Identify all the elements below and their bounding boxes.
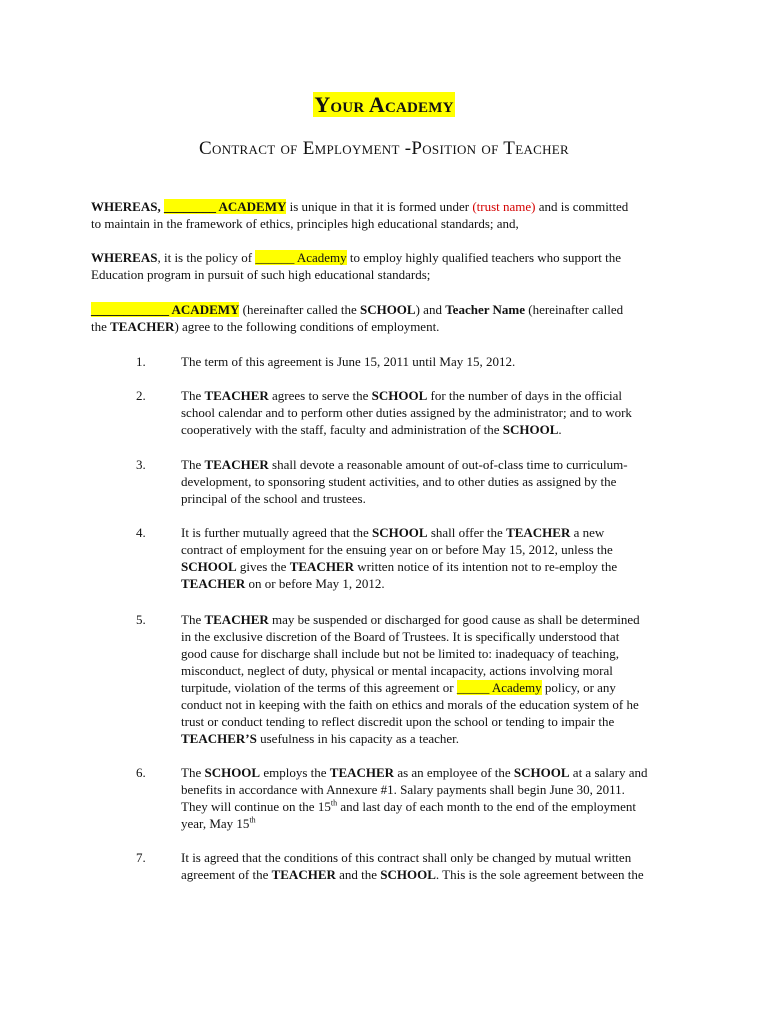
item-text <box>181 456 681 507</box>
school-term: SCHOOL <box>502 422 559 437</box>
item-text <box>181 387 681 438</box>
text-line: development, to sponsoring student activities, and to other duties as assigned by the <box>181 474 617 489</box>
text: ) agree to the following conditions of employment. <box>174 319 440 334</box>
text: (hereinafter called the <box>239 302 360 317</box>
academy-blank: ______ Academy <box>255 250 347 265</box>
text: gives the <box>236 559 290 574</box>
school-term: SCHOOL <box>371 388 428 403</box>
text: employs the <box>260 765 330 780</box>
teacher-term: TEACHER’S <box>181 731 257 746</box>
text: may be suspended or discharged for good cause as shall be determined <box>268 612 640 627</box>
teacher-term: TEACHER <box>271 867 336 882</box>
text: shall devote a reasonable amount of out-of-class time to curriculum- <box>268 457 628 472</box>
superscript: th <box>249 815 256 825</box>
whereas-label: WHEREAS, <box>91 199 161 214</box>
text: The <box>181 765 205 780</box>
text: The <box>181 612 205 627</box>
whereas-label: WHEREAS <box>91 250 158 265</box>
text: cooperatively with the staff, faculty and administration of the <box>181 422 503 437</box>
text-line: benefits in accordance with Annexure #1. Salary payments shall begin June 30, 2011. <box>181 782 625 797</box>
text-line: contract of employment for the ensuing year on or before May 15, 2012, unless the <box>181 542 613 557</box>
text: to employ highly qualified teachers who support the <box>346 250 622 265</box>
text: as an employee of the <box>394 765 514 780</box>
text: a new <box>570 525 605 540</box>
text: on or before May 1, 2012. <box>245 576 385 591</box>
text: agrees to serve the <box>268 388 372 403</box>
text: usefulness in his capacity as a teacher. <box>256 731 460 746</box>
text: is unique in that it is formed under <box>286 199 473 214</box>
title-highlight: Your Academy <box>314 92 454 117</box>
teacher-term: TEACHER <box>204 612 269 627</box>
text: shall offer the <box>427 525 507 540</box>
item-text <box>181 524 681 592</box>
text: The <box>181 388 205 403</box>
school-term: SCHOOL <box>371 525 428 540</box>
text-line: in the exclusive discretion of the Board of Trustees. It is specifically understood that <box>181 629 620 644</box>
text: agreement of the <box>181 867 272 882</box>
text: ) and <box>415 302 446 317</box>
text: and last day of each month to the end of the employment <box>337 799 636 814</box>
text: (hereinafter called <box>525 302 624 317</box>
item-number: 5. <box>136 612 146 627</box>
text-line: conduct not in keeping with the faith on ethics and morals of the education system of he <box>181 697 639 712</box>
teacher-term: TEACHER <box>204 457 269 472</box>
text: turpitude, violation of the terms of this agreement or <box>181 680 457 695</box>
text: for the number of days in the official <box>427 388 622 403</box>
text-line: Education program in pursuit of such high educational standards; <box>91 267 431 282</box>
school-term: SCHOOL <box>181 559 237 574</box>
item-text <box>181 764 681 832</box>
text-line: principal of the school and trustees. <box>181 491 366 506</box>
teacher-name-placeholder: Teacher Name <box>445 302 525 317</box>
text-line: misconduct, neglect of duty, physical or mental incapacity, actions involving moral <box>181 663 613 678</box>
item-text <box>181 849 681 883</box>
whereas-paragraph-2 <box>91 249 681 283</box>
text: at a salary and <box>569 765 648 780</box>
text: year, May 15 <box>181 816 250 831</box>
text: . <box>558 422 562 437</box>
item-number: 2. <box>136 388 146 403</box>
text: the <box>91 319 111 334</box>
teacher-term: TEACHER <box>110 319 175 334</box>
item-number: 3. <box>136 457 146 472</box>
text-line: It is agreed that the conditions of this contract shall only be changed by mutual written <box>181 850 632 865</box>
text: policy, or any <box>541 680 616 695</box>
text: They will continue on the 15 <box>181 799 331 814</box>
academy-blank: ________ ACADEMY <box>163 199 287 214</box>
teacher-term: TEACHER <box>204 388 269 403</box>
school-term: SCHOOL <box>359 302 416 317</box>
text: The <box>181 457 205 472</box>
text: , it is the policy of <box>157 250 256 265</box>
item-text: The term of this agreement is June 15, 2011 until May 15, 2012. <box>181 354 516 369</box>
teacher-term: TEACHER <box>181 576 246 591</box>
item-number: 6. <box>136 765 146 780</box>
trust-name-placeholder: (trust name) <box>472 199 536 214</box>
text: and is committed <box>535 199 629 214</box>
teacher-term: TEACHER <box>329 765 395 780</box>
teacher-term: TEACHER <box>506 525 571 540</box>
academy-blank: _____ Academy <box>456 680 542 695</box>
school-term: SCHOOL <box>204 765 261 780</box>
text-line: trust or conduct tending to reflect discredit upon the school or tending to impair the <box>181 714 615 729</box>
item-number: 1. <box>136 354 146 369</box>
academy-blank: ____________ ACADEMY <box>91 302 240 317</box>
item-number: 7. <box>136 850 146 865</box>
parties-paragraph <box>91 301 681 335</box>
text: and the <box>335 867 381 882</box>
text: written notice of its intention not to re-employ the <box>354 559 618 574</box>
text: . This is the sole agreement between the <box>435 867 644 882</box>
document-title <box>0 90 768 120</box>
text: It is further mutually agreed that the <box>181 525 372 540</box>
document-subtitle: Contract of Employment -Position of Teacher <box>198 138 570 159</box>
whereas-paragraph-1 <box>91 198 681 232</box>
school-term: SCHOOL <box>513 765 570 780</box>
item-text <box>181 611 681 747</box>
text-line: school calendar and to perform other duties assigned by the administrator; and to work <box>181 405 632 420</box>
text-line: good cause for discharge shall include but not be limited to: inadequacy of teaching, <box>181 646 620 661</box>
teacher-term: TEACHER <box>289 559 354 574</box>
item-number: 4. <box>136 525 146 540</box>
superscript: th <box>330 798 338 808</box>
text-line: to maintain in the framework of ethics, principles high educational standards; and, <box>91 216 519 231</box>
school-term: SCHOOL <box>380 867 436 882</box>
